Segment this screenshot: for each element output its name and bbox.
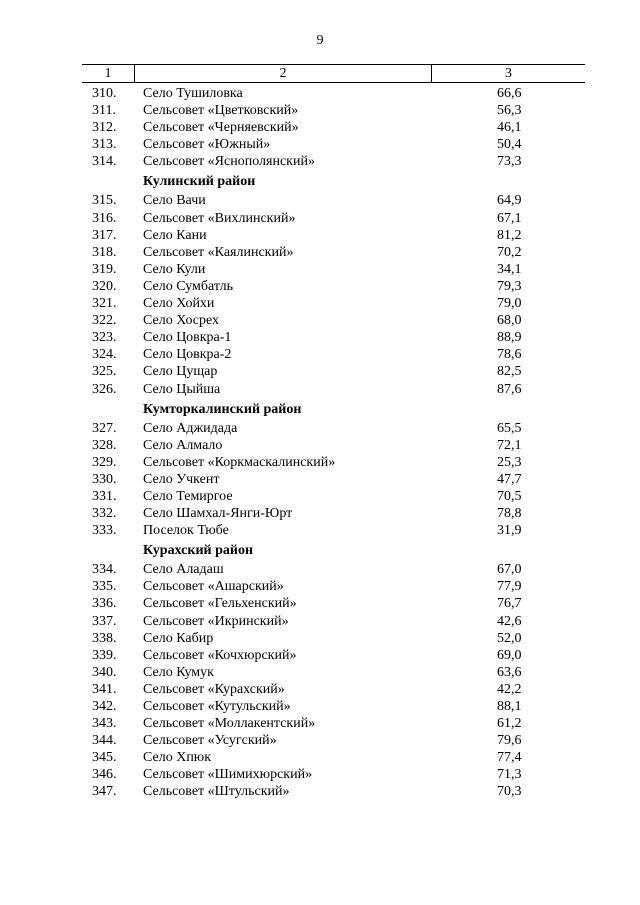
row-name: Сельсовет «Ашарский»	[143, 579, 284, 595]
table-row	[0, 732, 640, 749]
table-row	[0, 698, 640, 715]
row-number: 339.	[92, 647, 117, 663]
row-name: Село Сумбатль	[143, 278, 233, 294]
row-name: Сельсовет «Цветковский»	[143, 103, 299, 119]
row-number: 311.	[92, 103, 116, 119]
table-row	[0, 85, 640, 102]
table-row	[0, 381, 640, 398]
row-number: 317.	[92, 227, 117, 243]
row-name: Сельсовет «Яснополянский»	[143, 154, 315, 170]
row-value: 70,3	[497, 784, 522, 800]
row-name: Сельсовет «Гельхенский»	[143, 596, 297, 612]
header-col-name: 2	[279, 66, 287, 81]
table-row	[0, 647, 640, 664]
row-number: 335.	[92, 579, 117, 595]
row-value: 25,3	[497, 454, 522, 470]
row-number: 337.	[92, 613, 117, 629]
row-name: Село Кумук	[143, 664, 214, 680]
row-value: 65,5	[497, 420, 522, 436]
row-name: Село Кабир	[143, 630, 214, 646]
row-value: 52,0	[497, 630, 522, 646]
section-heading: Курахский район	[143, 543, 254, 559]
table-row	[0, 119, 640, 136]
row-name: Село Хпюк	[143, 750, 212, 766]
row-name: Сельсовет «Шимихюрский»	[143, 767, 313, 783]
row-number: 313.	[92, 137, 117, 153]
row-name: Сельсовет «Вихлинский»	[143, 210, 296, 226]
row-number: 338.	[92, 630, 117, 646]
row-number: 326.	[92, 381, 117, 397]
row-number: 344.	[92, 733, 117, 749]
section-heading-row	[0, 539, 640, 561]
row-number: 333.	[92, 523, 117, 539]
row-value: 46,1	[497, 120, 522, 136]
row-name: Сельсовет «Икринский»	[143, 613, 289, 629]
row-value: 67,1	[497, 210, 522, 226]
row-value: 50,4	[497, 137, 522, 153]
table-row	[0, 346, 640, 363]
row-name: Сельсовет «Кутульский»	[143, 699, 291, 714]
row-name: Сельсовет «Коркмаскалинский»	[143, 454, 336, 470]
table-row	[0, 329, 640, 346]
row-number: 332.	[92, 506, 117, 522]
row-value: 63,6	[497, 664, 522, 680]
row-value: 77,4	[497, 750, 522, 766]
row-number: 314.	[92, 154, 117, 170]
row-name: Поселок Тюбе	[143, 523, 229, 539]
row-name: Село Цовкра-2	[143, 347, 232, 363]
row-number: 316.	[92, 210, 117, 226]
table-row	[0, 244, 640, 261]
row-value: 68,0	[497, 313, 522, 329]
table-row	[0, 153, 640, 170]
table-row	[0, 102, 640, 119]
table-row	[0, 420, 640, 437]
row-value: 56,3	[497, 103, 522, 119]
table-row	[0, 505, 640, 522]
row-value: 72,1	[497, 437, 522, 453]
row-number: 343.	[92, 716, 117, 732]
row-name: Село Темиргое	[143, 488, 233, 504]
row-number: 347.	[92, 784, 117, 800]
header-col-value: 3	[505, 66, 512, 81]
row-name: Село Кули	[143, 261, 206, 277]
table-row	[0, 578, 640, 595]
row-value: 42,6	[497, 613, 522, 629]
table-row	[0, 664, 640, 681]
row-value: 70,2	[497, 244, 522, 260]
section-heading-row	[0, 398, 640, 420]
row-name: Сельсовет «Штульский»	[143, 784, 290, 800]
section-heading: Кумторкалинский район	[143, 401, 302, 417]
row-number: 322.	[92, 313, 117, 329]
row-value: 77,9	[497, 579, 522, 595]
table-row	[0, 312, 640, 329]
row-name: Село Хойхи	[143, 296, 215, 312]
row-value: 34,1	[497, 261, 522, 277]
row-value: 81,2	[497, 227, 522, 243]
row-name: Село Алмало	[143, 437, 223, 453]
table-body	[0, 85, 640, 801]
row-number: 328.	[92, 437, 117, 453]
row-number: 329.	[92, 454, 117, 470]
row-value: 78,6	[497, 347, 522, 363]
row-name: Сельсовет «Усугский»	[143, 733, 277, 749]
row-value: 67,0	[497, 562, 522, 578]
row-value: 70,5	[497, 488, 522, 504]
row-number: 331.	[92, 488, 117, 504]
table-row	[0, 783, 640, 800]
header-col-number: 1	[104, 66, 112, 81]
row-value: 82,5	[497, 364, 522, 380]
row-number: 315.	[92, 193, 117, 209]
row-number: 345.	[92, 750, 117, 766]
row-name: Село Шамхал-Янги-Юрт	[143, 506, 293, 522]
row-value: 78,8	[497, 506, 522, 522]
row-name: Сельсовет «Черняевский»	[143, 120, 299, 136]
table-row	[0, 363, 640, 380]
row-name: Село Аладаш	[143, 562, 224, 578]
row-value: 73,3	[497, 154, 522, 170]
row-value: 66,6	[497, 86, 522, 101]
row-name: Село Кани	[143, 227, 207, 243]
table-row	[0, 595, 640, 612]
row-value: 31,9	[497, 523, 522, 539]
table-row	[0, 192, 640, 209]
row-value: 79,3	[497, 278, 522, 294]
table-header	[82, 64, 585, 83]
section-heading: Кулинский район	[143, 174, 256, 190]
table-row	[0, 210, 640, 227]
table-row	[0, 454, 640, 471]
row-value: 87,6	[497, 381, 522, 397]
row-name: Сельсовет «Каялинский»	[143, 244, 294, 260]
row-number: 325.	[92, 364, 117, 380]
table-row	[0, 471, 640, 488]
row-number: 336.	[92, 596, 117, 612]
row-number: 321.	[92, 296, 117, 312]
row-number: 330.	[92, 471, 117, 487]
row-name: Сельсовет «Южный»	[143, 137, 271, 153]
row-number: 342.	[92, 699, 117, 714]
row-value: 79,0	[497, 296, 522, 312]
row-name: Село Цущар	[143, 364, 218, 380]
row-value: 88,9	[497, 330, 522, 346]
table-row	[0, 613, 640, 630]
table-row	[0, 766, 640, 783]
row-number: 346.	[92, 767, 117, 783]
row-number: 310.	[92, 86, 117, 101]
row-value: 69,0	[497, 647, 522, 663]
row-number: 340.	[92, 664, 117, 680]
table-row	[0, 630, 640, 647]
row-name: Село Тушиловка	[143, 86, 243, 101]
row-number: 327.	[92, 420, 117, 436]
row-name: Сельсовет «Кочхюрский»	[143, 647, 297, 663]
table-row	[0, 295, 640, 312]
row-number: 320.	[92, 278, 117, 294]
table-row	[0, 136, 640, 153]
row-name: Село Учкент	[143, 471, 220, 487]
row-value: 47,7	[497, 471, 522, 487]
row-name: Село Цыйша	[143, 381, 221, 397]
row-value: 61,2	[497, 716, 522, 732]
section-heading-row	[0, 170, 640, 192]
table-row	[0, 522, 640, 539]
table-row	[0, 227, 640, 244]
row-number: 334.	[92, 562, 117, 578]
row-name: Село Хосрех	[143, 313, 220, 329]
row-name: Село Цовкра-1	[143, 330, 232, 346]
row-value: 42,2	[497, 681, 522, 697]
table-row	[0, 681, 640, 698]
row-name: Сельсовет «Курахский»	[143, 681, 285, 697]
table-row	[0, 561, 640, 578]
row-number: 341.	[92, 681, 117, 697]
table-row	[0, 437, 640, 454]
table-row	[0, 261, 640, 278]
row-number: 319.	[92, 261, 117, 277]
row-name: Село Вачи	[143, 193, 206, 209]
row-number: 318.	[92, 244, 117, 260]
row-name: Село Аджидада	[143, 420, 238, 436]
table-row	[0, 749, 640, 766]
page-number: 9	[316, 33, 324, 48]
table-row	[0, 278, 640, 295]
row-name: Сельсовет «Моллакентский»	[143, 716, 316, 732]
row-number: 324.	[92, 347, 117, 363]
table-row	[0, 488, 640, 505]
row-value: 79,6	[497, 733, 522, 749]
row-value: 71,3	[497, 767, 522, 783]
row-value: 76,7	[497, 596, 522, 612]
table-row	[0, 715, 640, 732]
row-value: 88,1	[497, 699, 522, 714]
row-number: 312.	[92, 120, 117, 136]
row-value: 64,9	[497, 193, 522, 209]
row-number: 323.	[92, 330, 117, 346]
